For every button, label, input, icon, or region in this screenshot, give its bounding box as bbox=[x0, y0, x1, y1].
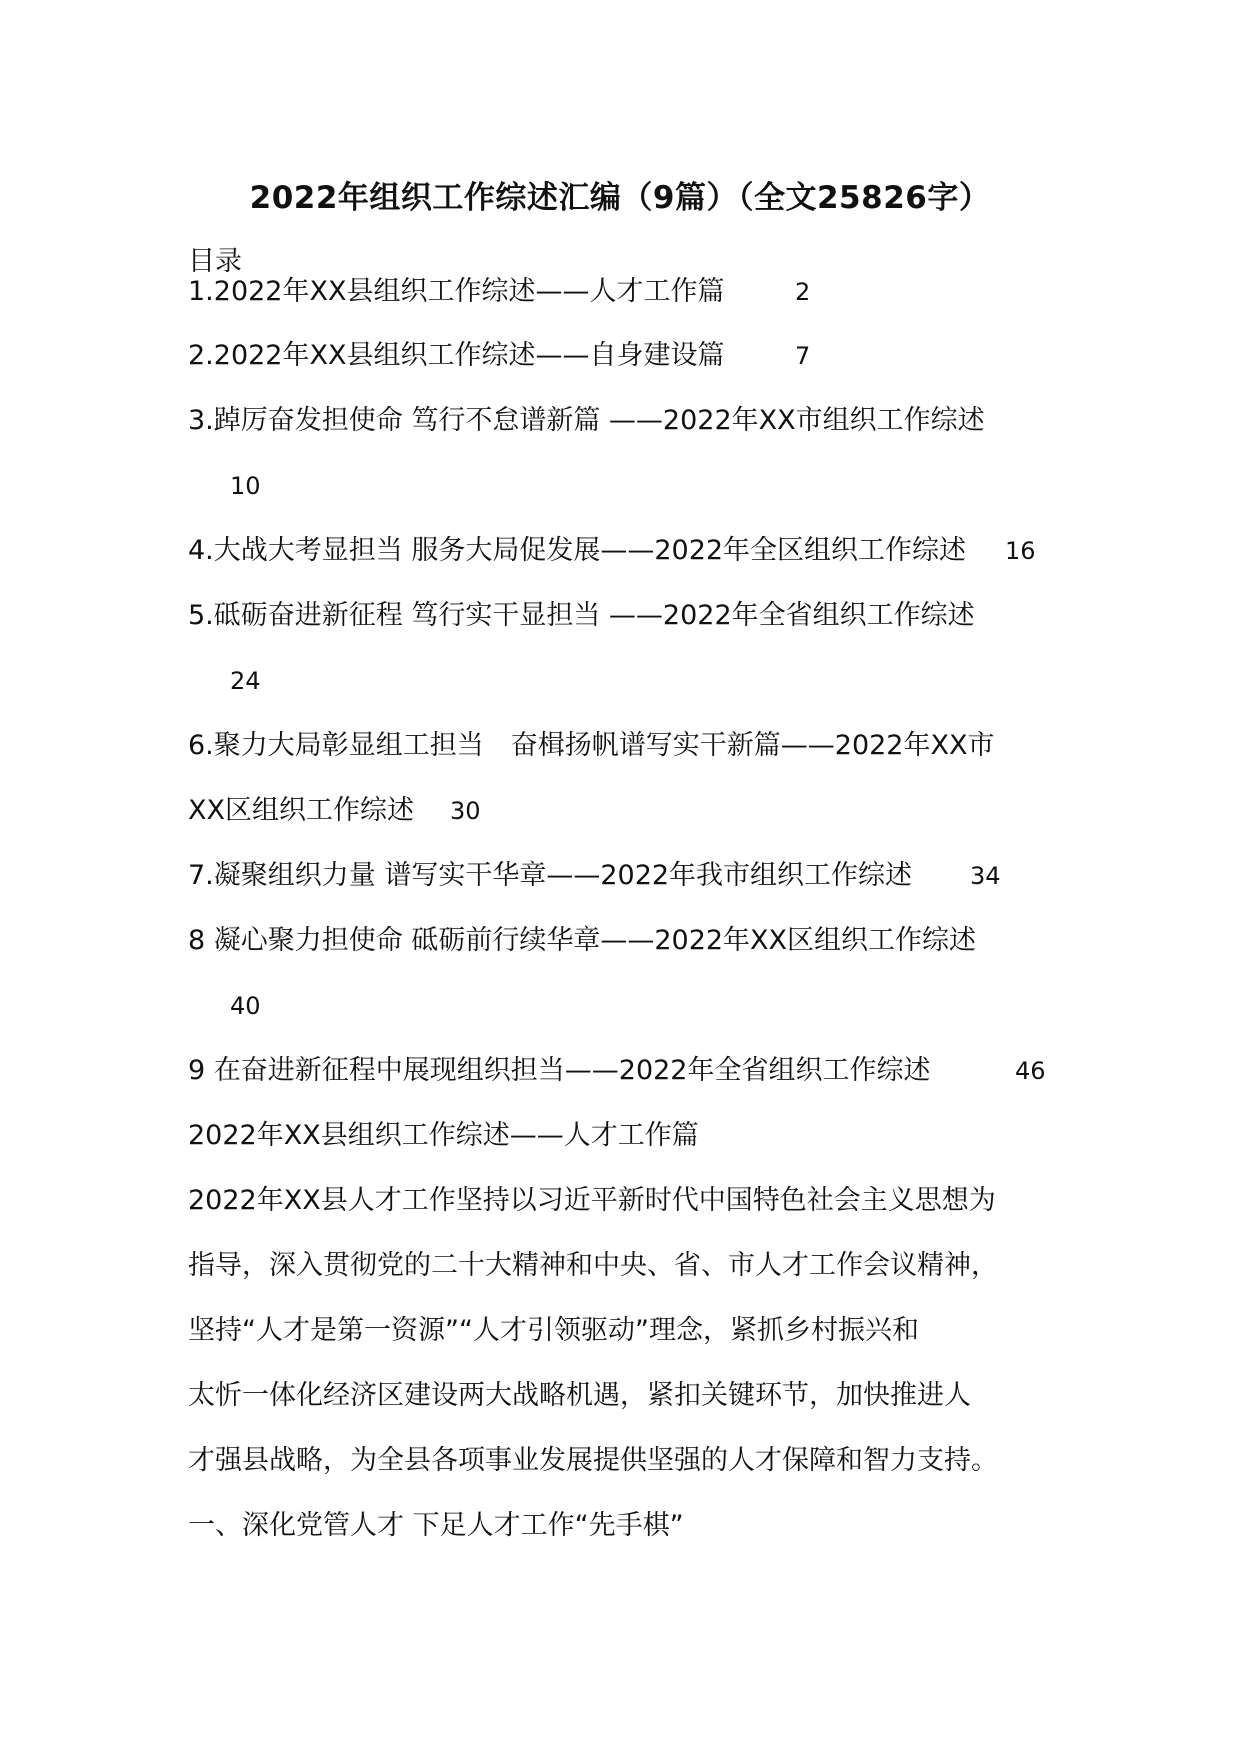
body-line-1: 2022年XX县人才工作坚持以习近平新时代中国特色社会主义思想为 bbox=[188, 1185, 996, 1216]
toc-item-9-page: 46 bbox=[1015, 1057, 1046, 1085]
toc-item-8: 8 凝心聚力担使命 砥砺前行续华章——2022年XX区组织工作综述 bbox=[188, 925, 977, 956]
toc-item-4-page: 16 bbox=[1005, 537, 1036, 565]
toc-item-1: 1.2022年XX县组织工作综述——人才工作篇 bbox=[188, 276, 725, 307]
toc-heading: 目录 bbox=[188, 246, 242, 277]
toc-item-6: 6.聚力大局彰显组工担当 奋楫扬帆谱写实干新篇——2022年XX市 bbox=[188, 730, 995, 761]
toc-item-9: 9 在奋进新征程中展现组织担当——2022年全省组织工作综述 bbox=[188, 1055, 931, 1086]
body-line-3: 坚持“人才是第一资源”“人才引领驱动”理念，紧抓乡村振兴和 bbox=[188, 1315, 919, 1346]
toc-item-6-cont: XX区组织工作综述 bbox=[188, 795, 414, 826]
toc-item-1-page: 2 bbox=[795, 278, 811, 306]
body-line-4: 太忻一体化经济区建设两大战略机遇，紧扣关键环节，加快推进人 bbox=[188, 1380, 971, 1411]
toc-item-7-page: 34 bbox=[970, 862, 1001, 890]
toc-item-3: 3.踔厉奋发担使命 笃行不怠谱新篇 ——2022年XX市组织工作综述 bbox=[188, 405, 985, 436]
toc-item-3-page: 10 bbox=[230, 472, 261, 500]
toc-item-6-page: 30 bbox=[450, 797, 481, 825]
toc-item-4: 4.大战大考显担当 服务大局促发展——2022年全区组织工作综述 bbox=[188, 535, 967, 566]
subheading: 一、深化党管人才 下足人才工作“先手棋” bbox=[188, 1510, 684, 1541]
body-line-2: 指导，深入贯彻党的二十大精神和中央、省、市人才工作会议精神， bbox=[188, 1250, 998, 1281]
toc-item-2: 2.2022年XX县组织工作综述——自身建设篇 bbox=[188, 340, 725, 371]
toc-item-5-page: 24 bbox=[230, 667, 261, 695]
section-title: 2022年XX县组织工作综述——人才工作篇 bbox=[188, 1120, 699, 1151]
toc-item-5: 5.砥砺奋进新征程 笃行实干显担当 ——2022年全省组织工作综述 bbox=[188, 600, 975, 631]
toc-item-7: 7.凝聚组织力量 谱写实干华章——2022年我市组织工作综述 bbox=[188, 860, 913, 891]
body-line-5: 才强县战略，为全县各项事业发展提供坚强的人才保障和智力支持。 bbox=[188, 1445, 998, 1476]
document-title: 2022年组织工作综述汇编（9篇）（全文25826字） bbox=[249, 180, 991, 216]
toc-item-8-page: 40 bbox=[230, 992, 261, 1020]
toc-item-2-page: 7 bbox=[795, 342, 811, 370]
